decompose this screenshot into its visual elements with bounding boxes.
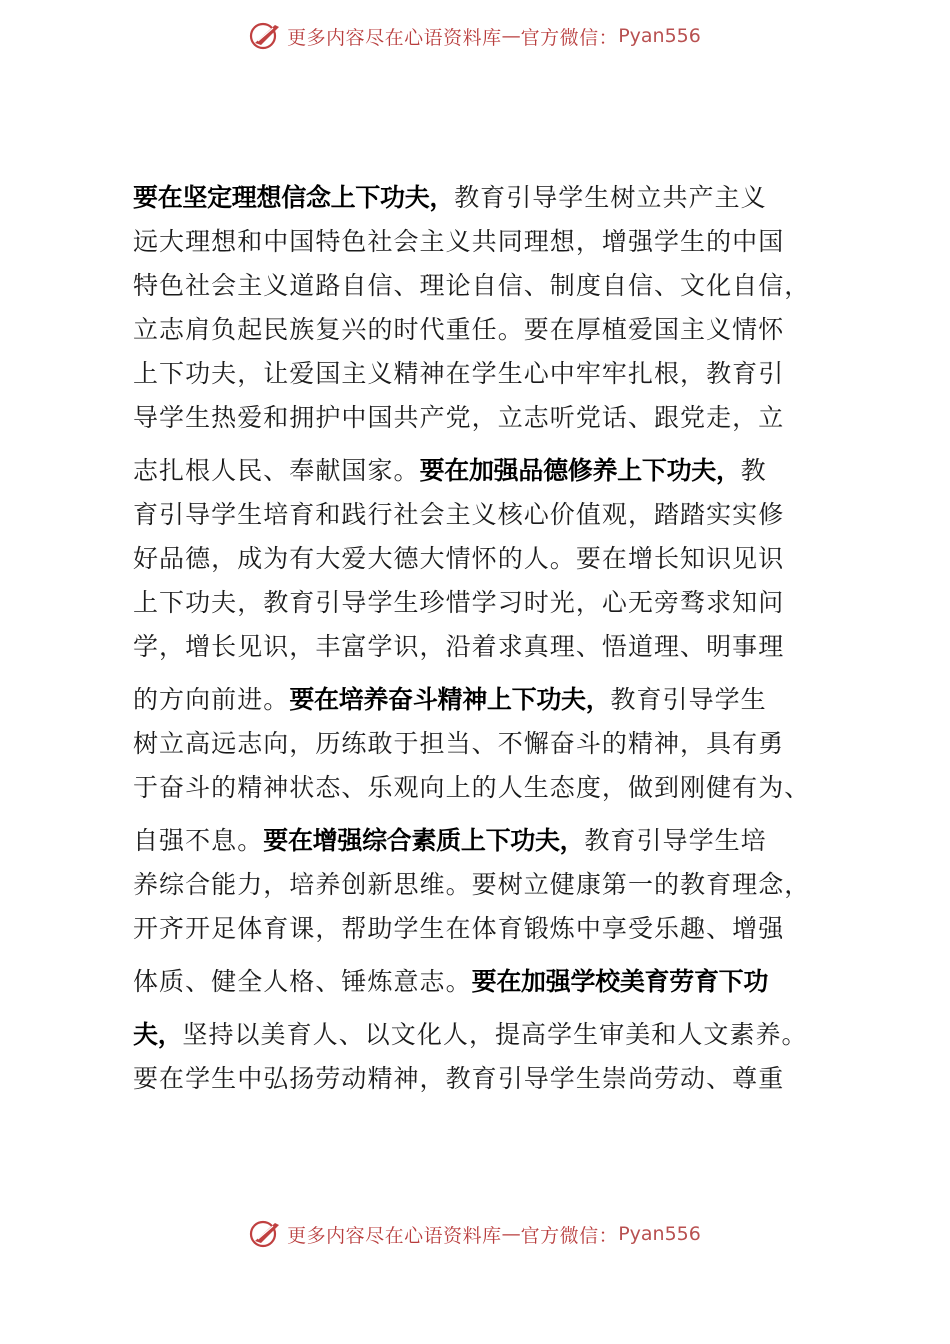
text-segment: 特色社会主义道路自信、理论自信、制度自信、文化自信， (133, 271, 811, 300)
header-watermark-banner (0, 16, 950, 56)
text-segment: 远大理想和中国特色社会主义共同理想，增强学生的中国 (133, 227, 785, 256)
watermark-contact-label: 官方微信： (520, 26, 619, 49)
text-segment: 立志肩负起民族复兴的时代重任。要在厚植爱国主义情怀 (133, 315, 785, 344)
text-line (133, 449, 819, 493)
text-line (133, 625, 819, 669)
text-segment: 学，增长见识，丰富学识，沿着求真理、悟道理、明事理 (133, 632, 785, 661)
footer-watermark-banner (0, 1214, 950, 1254)
text-line (133, 493, 819, 537)
watermark-contact-id: Pyan556 (618, 1223, 701, 1245)
text-line (133, 220, 819, 264)
text-line (133, 722, 819, 766)
bold-heading-phrase: 要在加强学校美育劳育下功 (471, 967, 769, 996)
text-segment: 教育引导学生树立共产主义 (454, 183, 767, 212)
text-line (133, 308, 819, 352)
text-segment: 教 (740, 456, 767, 485)
text-line (133, 176, 819, 220)
text-segment: 教育引导学生培 (584, 826, 767, 855)
text-line (133, 537, 819, 581)
text-segment: 的方向前进。 (133, 685, 290, 714)
text-segment: 育引导学生培育和践行社会主义核心价值观，踏踏实实修 (133, 500, 785, 529)
text-line (133, 819, 819, 863)
text-segment: 教育引导学生 (610, 685, 767, 714)
quill-logo-icon (249, 19, 283, 53)
quill-logo-icon (249, 1217, 283, 1251)
text-segment: 体质、健全人格、锤炼意志。 (133, 967, 472, 996)
bold-heading-phrase: 要在坚定理想信念上下功夫， (133, 183, 455, 212)
bold-heading-phrase: 要在增强综合素质上下功夫， (263, 826, 585, 855)
text-segment: 树立高远志向，历练敢于担当、不懈奋斗的精神，具有勇 (133, 729, 785, 758)
text-line (133, 863, 819, 907)
bold-heading-phrase: 要在加强品德修养上下功夫， (419, 456, 741, 485)
watermark-contact-label: 官方微信： (520, 1224, 619, 1247)
text-line (133, 396, 819, 440)
watermark-text: 更多内容尽在心语资料库 (287, 1224, 502, 1247)
text-segment: 上下功夫，教育引导学生珍惜学习时光，心无旁骛求知问 (133, 588, 785, 617)
watermark-separator: — (501, 25, 521, 47)
text-line (133, 581, 819, 625)
text-line (133, 678, 819, 722)
text-segment: 志扎根人民、奉献国家。 (133, 456, 420, 485)
watermark-contact-id: Pyan556 (618, 25, 701, 47)
text-segment: 坚持以美育人、以文化人，提高学生审美和人文素养。 (182, 1020, 808, 1049)
text-segment: 于奋斗的精神状态、乐观向上的人生态度，做到刚健有为、 (133, 773, 811, 802)
text-line (133, 352, 819, 396)
text-segment: 导学生热爱和拥护中国共产党，立志听党话、跟党走，立 (133, 403, 785, 432)
text-segment: 上下功夫，让爱国主义精神在学生心中牢牢扎根，教育引 (133, 359, 785, 388)
text-segment: 自强不息。 (133, 826, 264, 855)
text-line (133, 907, 819, 951)
text-line (133, 960, 819, 1004)
text-segment: 好品德，成为有大爱大德大情怀的人。要在增长知识见识 (133, 544, 785, 573)
document-body-paragraph (133, 176, 819, 1101)
text-segment: 开齐开足体育课，帮助学生在体育锻炼中享受乐趣、增强 (133, 914, 785, 943)
watermark-separator: — (501, 1223, 521, 1245)
watermark-text: 更多内容尽在心语资料库 (287, 26, 502, 49)
text-segment: 养综合能力，培养创新思维。要树立健康第一的教育理念， (133, 870, 811, 899)
text-line (133, 264, 819, 308)
text-line (133, 766, 819, 810)
bold-heading-phrase: 夫， (133, 1020, 183, 1049)
text-segment: 要在学生中弘扬劳动精神，教育引导学生崇尚劳动、尊重 (133, 1064, 785, 1093)
text-line (133, 1013, 819, 1057)
text-line (133, 1057, 819, 1101)
bold-heading-phrase: 要在培养奋斗精神上下功夫， (289, 685, 611, 714)
